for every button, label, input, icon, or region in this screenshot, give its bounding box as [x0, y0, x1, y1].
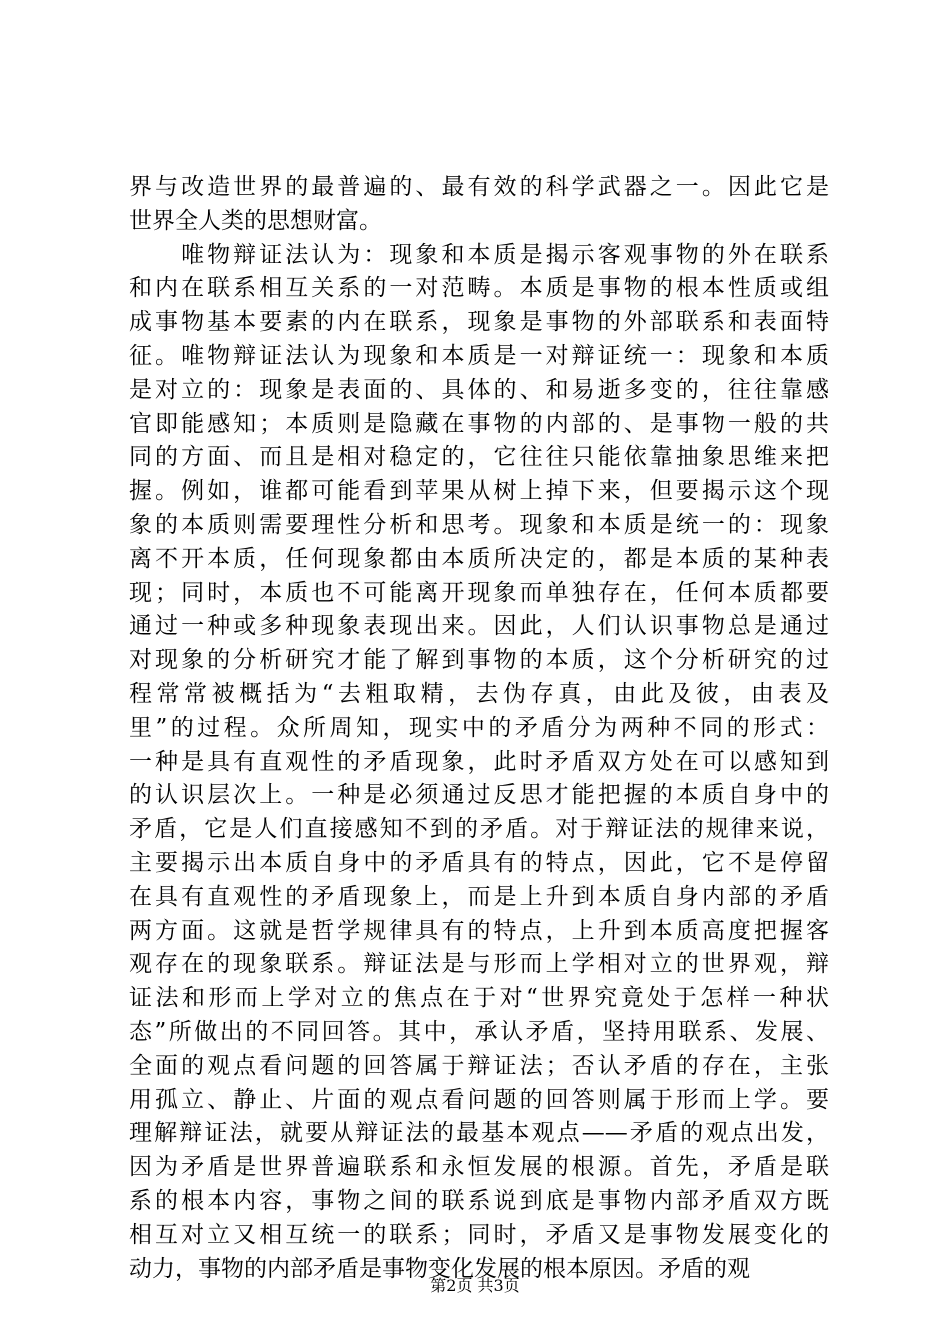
text-line: 的认识层次上。一种是必须通过反思才能把握的本质自身中的	[129, 782, 829, 809]
text-line: 证法和形而上学对立的焦点在于对“世界究竟处于怎样一种状	[129, 985, 829, 1012]
page-footer: 第2页 共3页	[430, 1276, 520, 1295]
text-line: 官即能感知；本质则是隐藏在事物的内部的、是事物一般的共	[129, 410, 829, 437]
text-line: 离不开本质，任何现象都由本质所决定的，都是本质的某种表	[129, 545, 829, 572]
text-line: 现；同时，本质也不可能离开现象而单独存在，任何本质都要	[129, 579, 829, 606]
paragraphs	[129, 171, 829, 1286]
text-line: 里”的过程。众所周知，现实中的矛盾分为两种不同的形式：	[129, 714, 829, 741]
text-line: 象的本质则需要理性分析和思考。现象和本质是统一的：现象	[129, 511, 829, 538]
text-line: 一种是具有直观性的矛盾现象，此时矛盾双方处在可以感知到	[129, 748, 829, 775]
paragraph	[129, 239, 829, 1287]
text-line: 通过一种或多种现象表现出来。因此，人们认识事物总是通过	[129, 613, 829, 640]
text-line: 对现象的分析研究才能了解到事物的本质，这个分析研究的过	[129, 647, 829, 674]
text-line: 矛盾，它是人们直接感知不到的矛盾。对于辩证法的规律来说，	[129, 816, 829, 843]
text-line: 和内在联系相互关系的一对范畴。本质是事物的根本性质或组	[129, 275, 829, 302]
text-line: 系的根本内容，事物之间的联系说到底是事物内部矛盾双方既	[129, 1187, 829, 1214]
text-line: 界与改造世界的最普遍的、最有效的科学武器之一。因此它是	[129, 174, 829, 200]
text-line: 征。唯物辩证法认为现象和本质是一对辩证统一：现象和本质	[129, 342, 829, 369]
text-line: 是对立的：现象是表面的、具体的、和易逝多变的，往往靠感	[129, 376, 829, 403]
text-line: 在具有直观性的矛盾现象上，而是上升到本质自身内部的矛盾	[129, 883, 829, 910]
text-line: 观存在的现象联系。辩证法是与形而上学相对立的世界观，辩	[129, 951, 829, 978]
text-line: 世界全人类的思想财富。	[129, 207, 382, 234]
page-body	[129, 171, 829, 1286]
text-line: 全面的观点看问题的回答属于辩证法；否认矛盾的存在，主张	[129, 1052, 829, 1079]
text-line: 相互对立又相互统一的联系；同时，矛盾又是事物发展变化的	[129, 1221, 829, 1248]
text-line: 用孤立、静止、片面的观点看问题的回答则属于形而上学。要	[129, 1086, 829, 1113]
text-line: 态”所做出的不同回答。其中，承认矛盾，坚持用联系、发展、	[129, 1018, 829, 1045]
text-line: 两方面。这就是哲学规律具有的特点，上升到本质高度把握客	[129, 917, 829, 944]
text-line: 主要揭示出本质自身中的矛盾具有的特点，因此，它不是停留	[129, 849, 829, 876]
text-line: 因为矛盾是世界普遍联系和永恒发展的根源。首先，矛盾是联	[129, 1154, 829, 1181]
text-line: 理解辩证法，就要从辩证法的最基本观点——矛盾的观点出发，	[129, 1120, 829, 1147]
text-line: 成事物基本要素的内在联系，现象是事物的外部联系和表面特	[129, 309, 829, 336]
paragraph	[129, 171, 829, 239]
text-line: 同的方面、而且是相对稳定的，它往往只能依靠抽象思维来把	[129, 444, 829, 471]
text-line: 程常常被概括为“去粗取精，去伪存真，由此及彼，由表及	[129, 680, 829, 707]
text-line: 握。例如，谁都可能看到苹果从树上掉下来，但要揭示这个现	[129, 478, 829, 505]
text-line: 唯物辩证法认为：现象和本质是揭示客观事物的外在联系	[129, 241, 829, 268]
text-line: 动力，事物的内部矛盾是事物变化发展的根本原因。矛盾的观	[129, 1255, 750, 1282]
